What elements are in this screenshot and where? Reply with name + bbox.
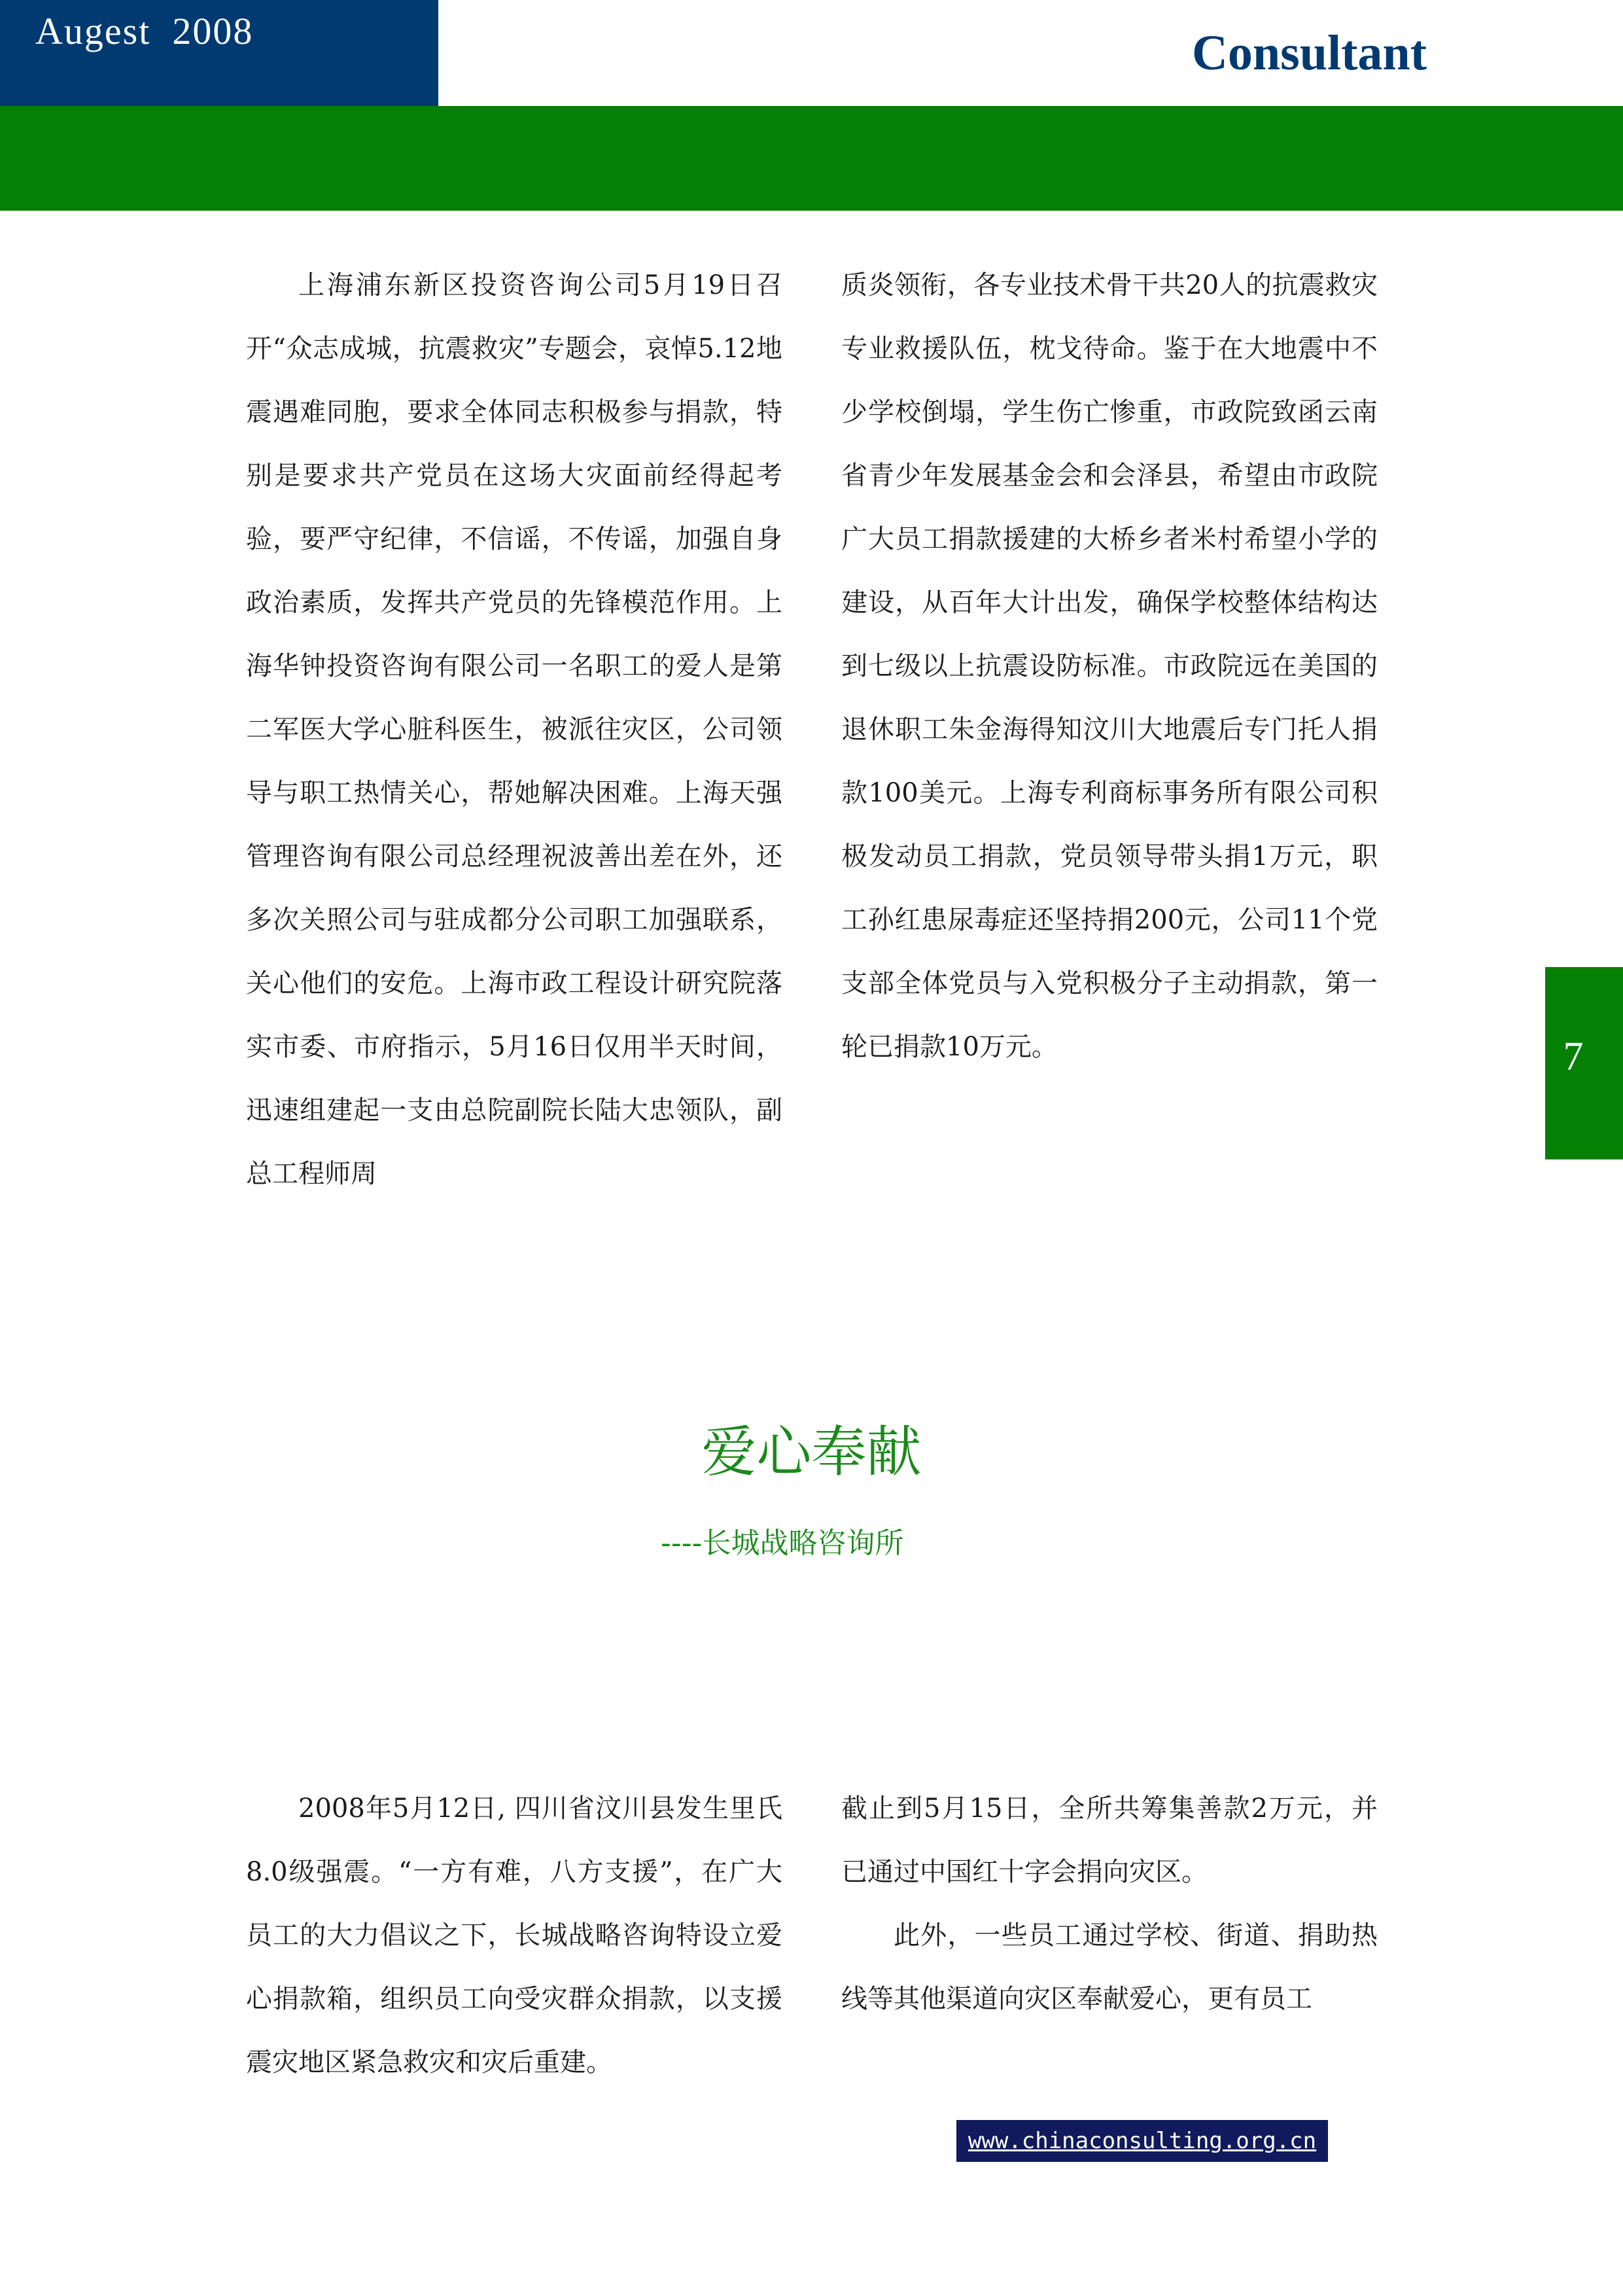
article2-paragraph-1: 2008年5月12日, 四川省汶川县发生里氏8.0级强震。“一方有难，八方支援”，在广大员工的大力倡议之下，长城战略咨询特设立爱心捐款箱，组织员工向受灾群众捐款，以支援震灾地区紧急救灾和灾后重建。 — [246, 1793, 782, 2077]
issue-date: Augest 2008 — [35, 10, 254, 52]
article1-column-right — [841, 254, 1378, 1079]
page-number: 7 — [1563, 1034, 1584, 1079]
article1-paragraph-1-continued: 质炎领衔，各专业技术骨干共20人的抗震救灾专业救援队伍，枕戈待命。鉴于在大地震中不少学校倒塌，学生伤亡惨重，市政院致函云南省青少年发展基金会和会泽县，希望由市政院广大员工捐款援建的大桥乡者米村希望小学的建设，从百年大计出发，确保学校整体结构达到七级以上抗震设防标准。市政院远在美国的退休职工朱金海得知汶川大地震后专门托人捐款100美元。上海专利商标事务所有限公司积极发动员工捐款，党员领导带头捐1万元，职工孙红患尿毒症还坚持捐200元，公司11个党支部全体党员与入党积极分子主动捐款，第一轮已捐款10万元。 — [841, 270, 1378, 1062]
header-date-box — [0, 0, 438, 106]
magazine-brand: Consultant — [1192, 26, 1427, 80]
article1-paragraph-1: 上海浦东新区投资咨询公司5月19日召开“众志成城，抗震救灾”专题会，哀悼5.12地震遇难同胞，要求全体同志积极参与捐款，特别是要求共产党员在这场大灾面前经得起考验，要严守纪律，不信谣，不传谣，加强自身政治素质，发挥共产党员的先锋模范作用。上海华钟投资咨询有限公司一名职工的爱人是第二军医大学心脏科医生，被派往灾区，公司领导与职工热情关心，帮她解决困难。上海天强管理咨询有限公司总经理祝波善出差在外，还多次关照公司与驻成都分公司职工加强联系，关心他们的安危。上海市政工程设计研究院落实市委、市府指示，5月16日仅用半天时间，迅速组建起一支由总院副院长陆大忠领队，副总工程师周 — [246, 270, 782, 1189]
article2-column-left — [246, 1777, 782, 2094]
header-green-bar — [0, 106, 1623, 211]
article2-paragraph-1-continued: 截止到5月15日，全所共筹集善款2万元，并已通过中国红十字会捐向灾区。 — [841, 1793, 1378, 1887]
article2-subtitle: ----长城战略咨询所 — [661, 1527, 904, 1560]
article2-column-right — [841, 1777, 1378, 2031]
footer-website-link[interactable]: www.chinaconsulting.org.cn — [956, 2120, 1328, 2162]
article2-paragraph-2: 此外，一些员工通过学校、街道、捐助热线等其他渠道向灾区奉献爱心，更有员工 — [841, 1920, 1378, 2014]
article1-column-left — [246, 254, 782, 1206]
article2-title: 爱心奉献 — [701, 1420, 922, 1484]
